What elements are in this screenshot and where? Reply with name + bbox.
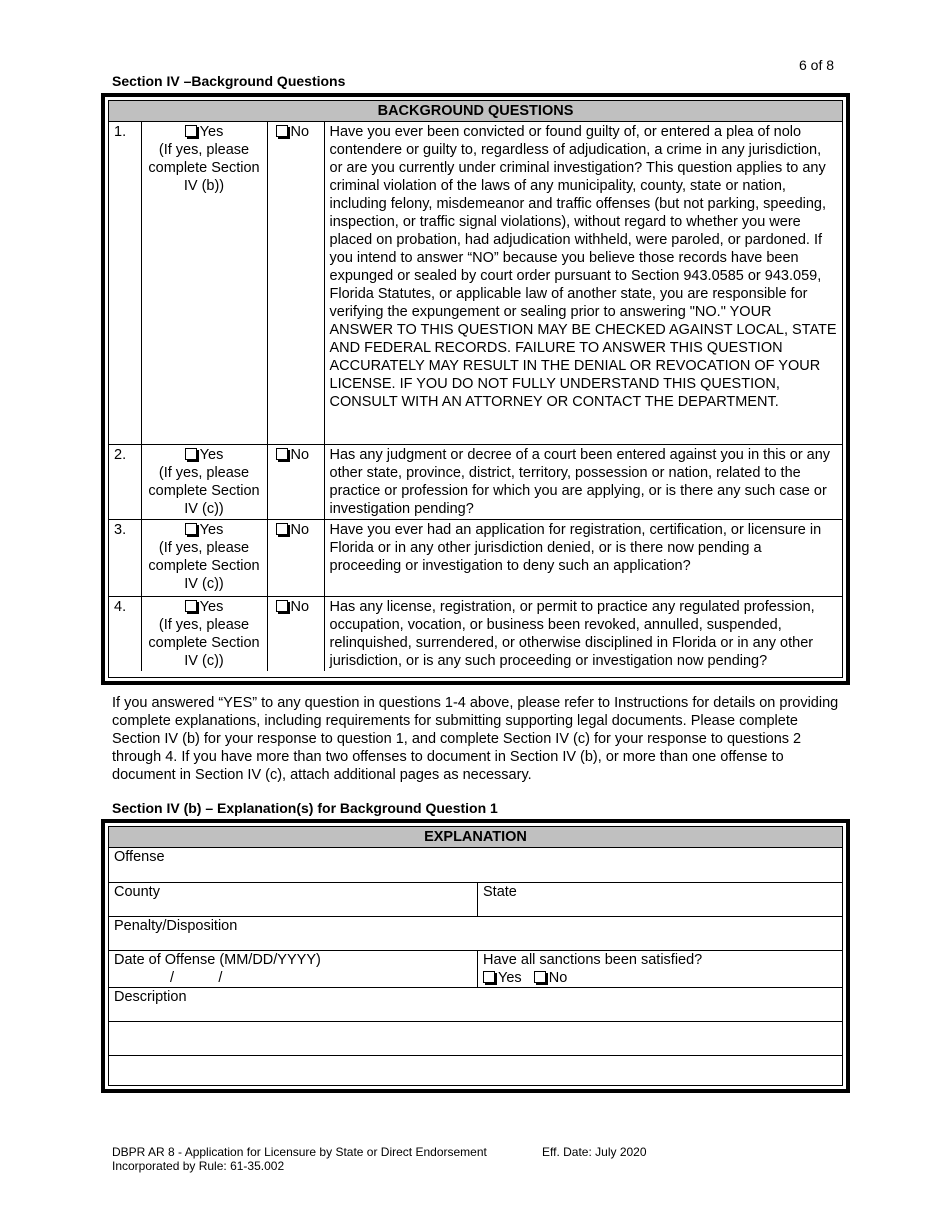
page-number: 6 of 8: [799, 57, 835, 73]
county-state-row: [109, 883, 842, 917]
checkbox-icon[interactable]: [534, 971, 546, 983]
yes-option[interactable]: [141, 122, 267, 444]
question-text: Has any judgment or decree of a court been entered against you in this or any other state, province, district, territory, possession or nation, related to the practice or profession for which you are applying, or is there any such case or investigation pending?: [324, 444, 842, 519]
penalty-row[interactable]: [109, 917, 842, 951]
question-row: [109, 444, 842, 519]
instructions-paragraph: If you answered “YES” to any question in questions 1-4 above, please refer to Instructions for details on providing complete explanations, including requirements for submitting supporting legal documents. Please complete Section IV (b) for your response to question 1, and complete Section IV (c) for your response to questions 2 through 4. If you have more than two offenses to document in Section IV (b), or more than one offense to document in Section IV (c), attach additional pages as necessary.: [112, 695, 839, 783]
yes-option[interactable]: [141, 596, 267, 671]
checkbox-icon[interactable]: [185, 523, 197, 535]
sanctions-no: No: [548, 970, 568, 986]
footer: [112, 1145, 647, 1173]
question-text: Has any license, registration, or permit to practice any regulated profession, occupation, vocation, or business been revoked, annulled, suspended, relinquished, surrendered, or otherwise disciplined in Florida or in any other jurisdiction, or is any such proceeding or investigation now pending?: [324, 596, 842, 671]
yes-label: Yes: [199, 124, 224, 140]
description-line[interactable]: [109, 1022, 842, 1056]
question-number: 2.: [109, 444, 141, 519]
yes-option[interactable]: [141, 519, 267, 596]
checkbox-icon[interactable]: [185, 125, 197, 137]
no-option[interactable]: [267, 444, 324, 519]
yes-label: Yes: [199, 521, 224, 538]
section-iv-title: Section IV –Background Questions: [112, 73, 346, 89]
form-name: DBPR AR 8 - Application for Licensure by State or Direct Endorsement: [112, 1145, 487, 1159]
no-option[interactable]: [267, 596, 324, 671]
date-label: Date of Offense (MM/DD/YYYY): [114, 952, 321, 968]
offense-label: Offense: [114, 849, 165, 865]
no-label: No: [290, 521, 310, 538]
description-row[interactable]: [109, 988, 842, 1022]
effective-date: Eff. Date: July 2020: [542, 1145, 647, 1159]
questions-grid: [109, 122, 842, 671]
date-sanctions-row: [109, 951, 842, 988]
sanctions-yes: Yes: [498, 970, 522, 986]
checkbox-icon[interactable]: [483, 971, 495, 983]
question-number: 4.: [109, 596, 141, 671]
yes-note: (If yes, please complete Section IV (b)): [148, 142, 260, 194]
no-label: No: [290, 446, 310, 463]
yes-label: Yes: [199, 446, 224, 463]
question-row: [109, 596, 842, 671]
checkbox-icon[interactable]: [276, 600, 288, 612]
offense-field[interactable]: [109, 848, 842, 882]
incorporated-rule: Incorporated by Rule: 61-35.002: [112, 1159, 285, 1173]
no-option[interactable]: [267, 519, 324, 596]
offense-row[interactable]: [109, 848, 842, 883]
no-option[interactable]: [267, 122, 324, 444]
section-ivb-title: Section IV (b) – Explanation(s) for Background Question 1: [112, 800, 498, 816]
description-label: Description: [114, 989, 187, 1005]
penalty-label: Penalty/Disposition: [114, 918, 238, 934]
checkbox-icon[interactable]: [276, 448, 288, 460]
penalty-field[interactable]: [109, 917, 842, 950]
yes-label: Yes: [199, 598, 224, 615]
description-field[interactable]: [109, 988, 842, 1021]
checkbox-icon[interactable]: [276, 523, 288, 535]
yes-note: (If yes, please complete Section IV (c)): [148, 464, 260, 517]
no-label: No: [290, 124, 310, 140]
checkbox-icon[interactable]: [185, 448, 197, 460]
checkbox-icon[interactable]: [276, 125, 288, 137]
description-line[interactable]: [109, 1056, 842, 1089]
sanctions-label: Have all sanctions been satisfied?: [483, 952, 703, 968]
yes-note: (If yes, please complete Section IV (c)): [148, 539, 260, 592]
yes-option[interactable]: [141, 444, 267, 519]
county-label: County: [114, 884, 160, 900]
background-questions-header: BACKGROUND QUESTIONS: [109, 101, 842, 122]
no-label: No: [290, 598, 310, 615]
yes-note: (If yes, please complete Section IV (c)): [148, 616, 260, 669]
explanation-header: EXPLANATION: [109, 827, 842, 848]
background-questions-table: [101, 93, 850, 685]
question-number: 1.: [109, 122, 141, 444]
question-text: Have you ever had an application for registration, certification, or licensure in Florida or in any other jurisdiction denied, or is there now pending a proceeding or investigation to deny such an application?: [324, 519, 842, 596]
date-of-offense-field[interactable]: [109, 951, 477, 987]
explanation-table: [101, 819, 850, 1093]
question-row: [109, 519, 842, 596]
question-number: 3.: [109, 519, 141, 596]
question-row: [109, 122, 842, 444]
checkbox-icon[interactable]: [185, 600, 197, 612]
question-text: Have you ever been convicted or found guilty of, or entered a plea of nolo contendere or guilty to, regardless of adjudication, a crime in any jurisdiction, or are you currently under criminal investigation? This question applies to any criminal violation of the laws of any municipality, county, state or nation, including felony, misdemeanor and traffic offenses (but not parking, speeding, inspection, or traffic signal violations), without regard to whether you were placed on probation, had adjudication withheld, were paroled, or pardoned. If you intend to answer “NO” because you believe those records have been expunged or sealed by court order pursuant to Section 943.0585 or 943.059, Florida Statutes, or applicable law of another state, you are responsible for verifying the expungement or sealing prior to answering "NO." YOUR ANSWER TO THIS QUESTION MAY BE CHECKED AGAINST LOCAL, STATE AND FEDERAL RECORDS. FAILURE TO ANSWER THIS QUESTION ACCURATELY MAY RESULT IN THE DENIAL OR REVOCATION OF YOUR LICENSE. IF YOU DO NOT FULLY UNDERSTAND THIS QUESTION, CONSULT WITH AN ATTORNEY OR CONTACT THE DEPARTMENT.: [324, 122, 842, 444]
state-label: State: [483, 884, 517, 900]
county-field[interactable]: [109, 883, 477, 916]
state-field[interactable]: [477, 883, 842, 916]
date-slashes: / /: [170, 970, 223, 986]
sanctions-field: [477, 951, 842, 987]
